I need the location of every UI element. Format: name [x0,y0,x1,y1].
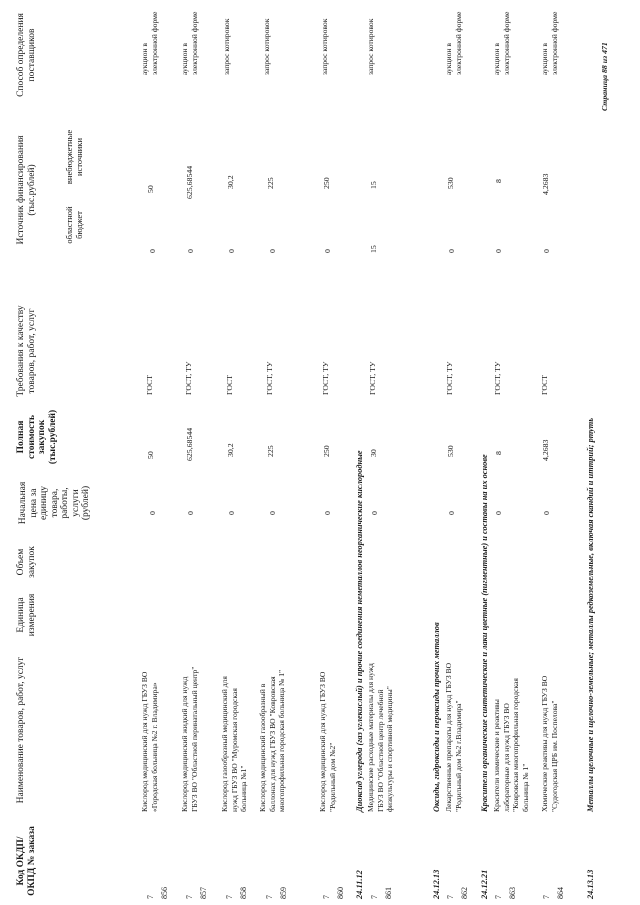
section-code: 24.11.12 [355,870,364,899]
section-title: Красители органические синтетические и лаки цветные (пигментные) и составы на их основе [480,454,489,812]
row-number: 861 [384,887,393,899]
row-name: Медицинские расходные материалы для нужд ГБУЗ ВО "Областной центр лечебной физкультуры и спортивной медицины" [366,663,394,812]
row-cost: 530 [446,445,455,457]
section-title: Диоксид углерода (газ углекислый) и прочие соединения неметаллов неорганические кислородные [355,450,364,812]
section-code: 24.12.21 [480,869,489,899]
header-code: Код ОКДП/ ОКПД № заказа [16,826,37,896]
header-method: Способ определения поставщиков [16,13,37,97]
row-prefix: 7 [225,895,234,899]
row-method: аукцион в электронной форме [492,11,511,75]
row-price: 0 [370,511,379,515]
row-requirements: ГОСТ, ТУ [368,361,377,395]
row-price: 0 [323,511,332,515]
row-name: Кислород медицинский для нужд ГБУЗ ВО "Родильный дом №2" [318,671,337,812]
row-method: запрос котировок [262,18,271,75]
row-prefix: 7 [146,895,155,899]
header-unit: Единица измерения [16,593,37,637]
row-regional: 0 [542,249,551,253]
header-name: Наименование товаров, работ, услуг [16,656,26,804]
row-method: аукцион в электронной форме [444,11,463,75]
row-number: 857 [199,887,208,899]
row-number: 863 [508,887,517,899]
row-number: 860 [336,887,345,899]
row-cost: 625,68544 [185,427,194,461]
row-external: 50 [146,185,155,193]
row-name: Кислород медицинский газообразный в баллонах для нужд ГБУЗ ВО "Ковровская многопрофильная городская больница № 1" [258,669,286,812]
section-title: Металлы щелочные и щелочно-земельные; металлы редкоземельные, включая скандий и иттрий; ртуть [586,417,595,812]
row-cost: 250 [322,445,331,457]
row-regional: 15 [369,245,378,253]
row-requirements: ГОСТ [225,374,234,395]
row-external: 30,2 [226,175,235,189]
row-price: 0 [268,511,277,515]
row-external: 530 [446,177,455,189]
row-cost: 30,2 [226,443,235,457]
row-number: 856 [160,887,169,899]
row-cost: 225 [266,445,275,457]
row-external: 625,68544 [185,165,194,199]
row-name: Кислород медицинский для нужд ГБУЗ ВО «Городская больница №2 г. Владимира» [140,671,159,812]
section-code: 24.13.13 [586,869,595,899]
row-prefix: 7 [446,895,455,899]
row-requirements: ГОСТ, ТУ [184,361,193,395]
row-regional: 0 [227,249,236,253]
header-volume: Объем закупок [16,546,37,578]
row-price: 0 [494,511,503,515]
header-funding: Источник финансирования (тыс.рублей) [16,135,37,245]
row-method: аукцион в электронной форме [140,11,159,75]
header-full-cost: Полная стоимость закупок (тыс.рублей) [16,409,58,465]
row-prefix: 7 [542,895,551,899]
row-prefix: 7 [370,895,379,899]
row-regional: 0 [148,249,157,253]
header-funding-external: внебюджетные источники [64,129,84,185]
row-price: 0 [227,511,236,515]
row-external: 225 [266,177,275,189]
row-regional: 0 [323,249,332,253]
row-prefix: 7 [265,895,274,899]
row-price: 0 [447,511,456,515]
row-price: 0 [542,511,551,515]
row-method: аукцион в электронной форме [180,11,199,75]
row-cost: 4,2683 [541,439,550,461]
row-external: 250 [322,177,331,189]
row-cost: 50 [146,451,155,459]
row-external: 15 [369,181,378,189]
row-prefix: 7 [494,895,503,899]
row-name: Химические реактивы для нужд ГБУЗ ВО "Судогодская ЦРБ им. Поспелова" [540,675,559,812]
row-external: 8 [494,179,503,183]
row-price: 0 [186,511,195,515]
section-title: Оксиды, гидроксиды и пероксиды прочих металлов [432,622,441,812]
row-cost: 30 [369,449,378,457]
header-start-price: Начальная цена за единицу товара, работы, услуги (рублей) [18,481,91,525]
row-requirements: ГОСТ, ТУ [493,361,502,395]
row-cost: 8 [494,451,503,455]
row-requirements: ГОСТ [540,374,549,395]
row-method: запрос котировок [366,18,375,75]
row-number: 862 [460,887,469,899]
row-name: Кислород газообразный медицинский для нужд ГБУЗ ВО "Муромская городская больница №1" [220,676,248,812]
row-prefix: 7 [322,895,331,899]
row-number: 859 [279,887,288,899]
row-requirements: ГОСТ [145,374,154,395]
row-price: 0 [148,511,157,515]
row-number: 858 [239,887,248,899]
header-funding-regional: областной бюджет [64,206,84,244]
row-name: Лекарственные препараты для нужд ГБУЗ ВО "Родильный дом №2 г.Владимира" [444,662,463,812]
page-number: Страница 88 из 471 [600,42,609,111]
row-prefix: 7 [185,895,194,899]
row-regional: 0 [186,249,195,253]
row-requirements: ГОСТ, ТУ [265,361,274,395]
row-number: 864 [556,887,565,899]
section-code: 24.12.13 [432,869,441,899]
row-regional: 0 [447,249,456,253]
row-name: Кислород медицинский жидкий для нужд ГБУЗ ВО "Областной перинатальный центр" [180,666,199,812]
row-method: аукцион в электронной форме [540,11,559,75]
row-name: Красители химические и реактивы лабораторные для нужд ГБУЗ ВО "Ковровская многопрофильная городская больница № 1" [492,678,530,812]
row-regional: 0 [268,249,277,253]
row-method: запрос котировок [320,18,329,75]
row-requirements: ГОСТ, ТУ [321,361,330,395]
row-regional: 0 [494,249,503,253]
row-method: запрос котировок [222,18,231,75]
row-requirements: ГОСТ, ТУ [445,361,454,395]
header-requirements: Требования к качеству товаров, работ, услуг [16,305,37,397]
row-external: 4,2683 [541,173,550,195]
